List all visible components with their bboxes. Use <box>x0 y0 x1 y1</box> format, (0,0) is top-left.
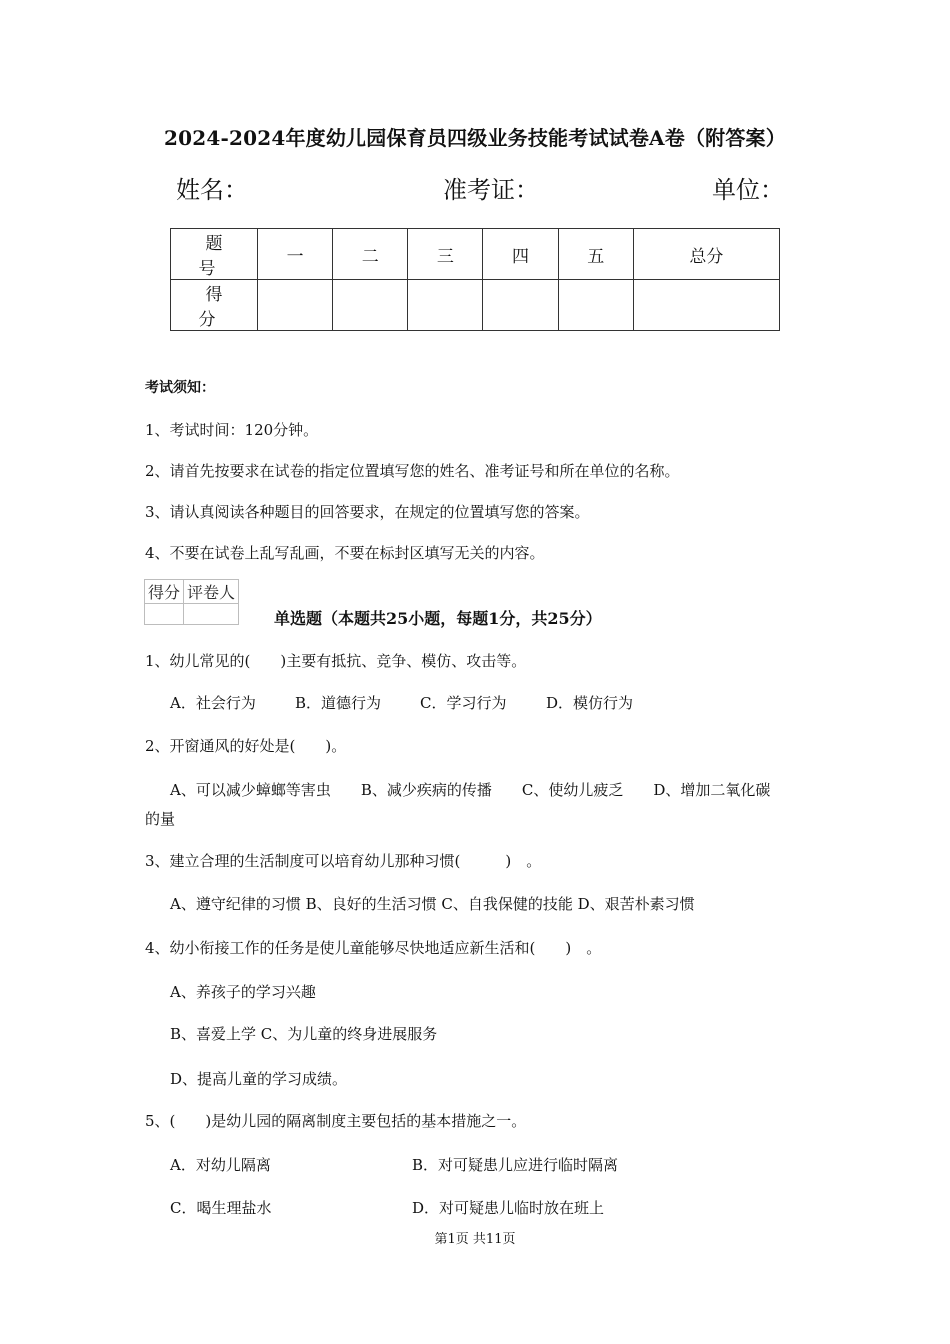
notes-heading: 考试须知： <box>145 380 215 396</box>
q5-option-a: A．对幼儿隔离 <box>170 1156 271 1174</box>
q3-options: A、遵守纪律的习惯 B、良好的生活习惯 C、自我保健的技能 D、艰苦朴素习惯 <box>170 895 695 913</box>
grader-score-cell[interactable] <box>145 604 184 625</box>
question-4-stem: 4、幼小衔接工作的任务是使儿童能够尽快地适应新生活和( ) 。 <box>145 939 602 957</box>
score-cell-3[interactable] <box>408 280 483 331</box>
unit-label: 单位： <box>712 176 784 204</box>
column-2: 二 <box>333 229 408 280</box>
section-title: 单选题（本题共25小题，每题1分，共25分） <box>274 609 602 628</box>
score-table-score-row <box>171 280 780 331</box>
score-table-header-row <box>171 229 780 280</box>
grader-box <box>144 579 239 625</box>
grader-name-cell[interactable] <box>184 604 239 625</box>
question-2-stem: 2、开窗通风的好处是( )。 <box>145 737 347 755</box>
score-cell-total[interactable] <box>633 280 779 331</box>
note-item-2: 2、请首先按要求在试卷的指定位置填写您的姓名、准考证号和所在单位的名称。 <box>145 462 680 480</box>
column-3: 三 <box>408 229 483 280</box>
grader-name-label: 评卷人 <box>184 580 239 604</box>
q5-option-c: C．喝生理盐水 <box>170 1199 272 1217</box>
q1-option-b: B．道德行为 <box>295 694 382 712</box>
column-1: 一 <box>258 229 333 280</box>
q5-option-b: B．对可疑患儿应进行临时隔离 <box>412 1156 619 1174</box>
q1-option-c: C．学习行为 <box>420 694 507 712</box>
note-item-3: 3、请认真阅读各种题目的回答要求，在规定的位置填写您的答案。 <box>145 503 590 521</box>
question-3-stem: 3、建立合理的生活制度可以培育幼儿那种习惯( ) 。 <box>145 852 542 870</box>
score-cell-4[interactable] <box>483 280 558 331</box>
question-5-stem: 5、( )是幼儿园的隔离制度主要包括的基本措施之一。 <box>145 1112 527 1130</box>
q1-option-a: A．社会行为 <box>170 694 256 712</box>
q1-option-d: D．模仿行为 <box>546 694 634 712</box>
score-cell-1[interactable] <box>258 280 333 331</box>
note-item-1: 1、考试时间：120分钟。 <box>145 421 319 439</box>
q4-option-bc: B、喜爱上学 C、为儿童的终身进展服务 <box>170 1025 438 1043</box>
column-5: 五 <box>558 229 633 280</box>
name-label: 姓名： <box>176 176 248 204</box>
question-1-stem: 1、幼儿常见的( )主要有抵抗、竞争、模仿、攻击等。 <box>145 652 527 670</box>
q2-options-line1: A、可以减少蟑螂等害虫 B、减少疾病的传播 C、使幼儿疲乏 D、增加二氧化碳 <box>170 781 771 799</box>
exam-title: 2024-2024年度幼儿园保育员四级业务技能考试试卷A卷（附答案） <box>164 126 786 150</box>
q5-option-d: D．对可疑患儿临时放在班上 <box>412 1199 605 1217</box>
score-label: 得 分 <box>171 280 258 331</box>
score-cell-5[interactable] <box>558 280 633 331</box>
exam-id-label: 准考证： <box>443 176 539 204</box>
score-cell-2[interactable] <box>333 280 408 331</box>
q4-option-d: D、提高儿童的学习成绩。 <box>170 1070 348 1088</box>
q2-options-line2: 的量 <box>145 810 176 828</box>
column-total: 总分 <box>633 229 779 280</box>
question-number-label: 题 号 <box>171 229 258 280</box>
column-4: 四 <box>483 229 558 280</box>
grader-score-label: 得分 <box>145 580 184 604</box>
note-item-4: 4、不要在试卷上乱写乱画，不要在标封区填写无关的内容。 <box>145 544 545 562</box>
score-table <box>170 228 780 331</box>
page-footer: 第1页 共11页 <box>434 1232 516 1247</box>
q4-option-a: A、养孩子的学习兴趣 <box>170 983 316 1001</box>
